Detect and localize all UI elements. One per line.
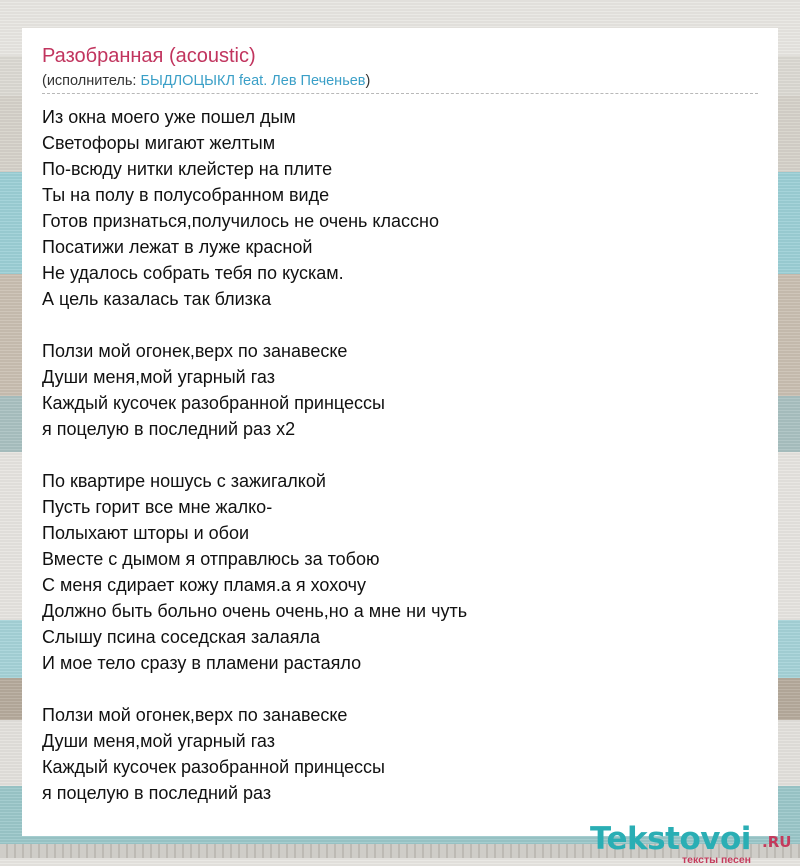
site-logo[interactable] — [590, 822, 800, 866]
lyric-line: Каждый кусочек разобранной принцессы — [42, 757, 385, 777]
lyric-line: Пусть горит все мне жалко- — [42, 497, 273, 517]
lyric-line: Вместе с дымом я отправлюсь за тобою — [42, 549, 380, 569]
lyrics-body — [42, 104, 742, 806]
lyric-line: я поцелую в последний раз — [42, 783, 272, 803]
artist-prefix: (исполнитель: — [42, 73, 141, 89]
song-title: Разобранная (acoustic) — [42, 45, 256, 67]
artist-link[interactable]: БЫДЛОЦЫКЛ feat. Лев Печеньев — [140, 73, 366, 89]
lyric-line: я поцелую в последний раз x2 — [42, 419, 296, 439]
lyrics-card — [22, 28, 792, 866]
lyric-line: Готов признаться,получилось не очень классно — [42, 211, 439, 231]
lyric-line: Полыхают шторы и обои — [42, 523, 250, 543]
lyric-line: Ползи мой огонек,верх по занавеске — [42, 705, 348, 725]
lyric-line: По-всюду нитки клейстер на плите — [42, 159, 333, 179]
artist-line — [42, 72, 370, 90]
logo-tld: .RU — [762, 833, 792, 851]
lyric-line: Не удалось собрать тебя по кускам. — [42, 263, 344, 283]
stanza-gap — [42, 312, 742, 338]
lyric-line: С меня сдирает кожу пламя.а я хохочу — [42, 575, 366, 595]
stanza-gap — [42, 676, 742, 702]
lyric-line: Посатижи лежат в луже красной — [42, 237, 313, 257]
lyric-line: А цель казалась так близка — [42, 289, 272, 309]
lyric-line: Души меня,мой угарный газ — [42, 367, 275, 387]
lyric-line: Каждый кусочек разобранной принцессы — [42, 393, 385, 413]
lyric-line: Светофоры мигают желтым — [42, 133, 276, 153]
lyric-line: Должно быть больно очень очень,но а мне ни чуть — [42, 601, 468, 621]
logo-wordmark: Tekstovoi — [590, 821, 751, 857]
lyric-line: Ты на полу в полусобранном виде — [42, 185, 330, 205]
artist-suffix: ) — [365, 73, 371, 89]
lyric-line: Из окна моего уже пошел дым — [42, 107, 296, 127]
title-divider — [42, 93, 758, 94]
lyric-line: Слышу псина соседская залаяла — [42, 627, 321, 647]
lyric-line: По квартире ношусь с зажигалкой — [42, 471, 326, 491]
lyric-line: Ползи мой огонек,верх по занавеске — [42, 341, 348, 361]
lyric-line: Души меня,мой угарный газ — [42, 731, 275, 751]
stanza-gap — [42, 442, 742, 468]
lyric-line: И мое тело сразу в пламени растаяло — [42, 653, 362, 673]
logo-tagline: тексты песен — [682, 854, 752, 866]
